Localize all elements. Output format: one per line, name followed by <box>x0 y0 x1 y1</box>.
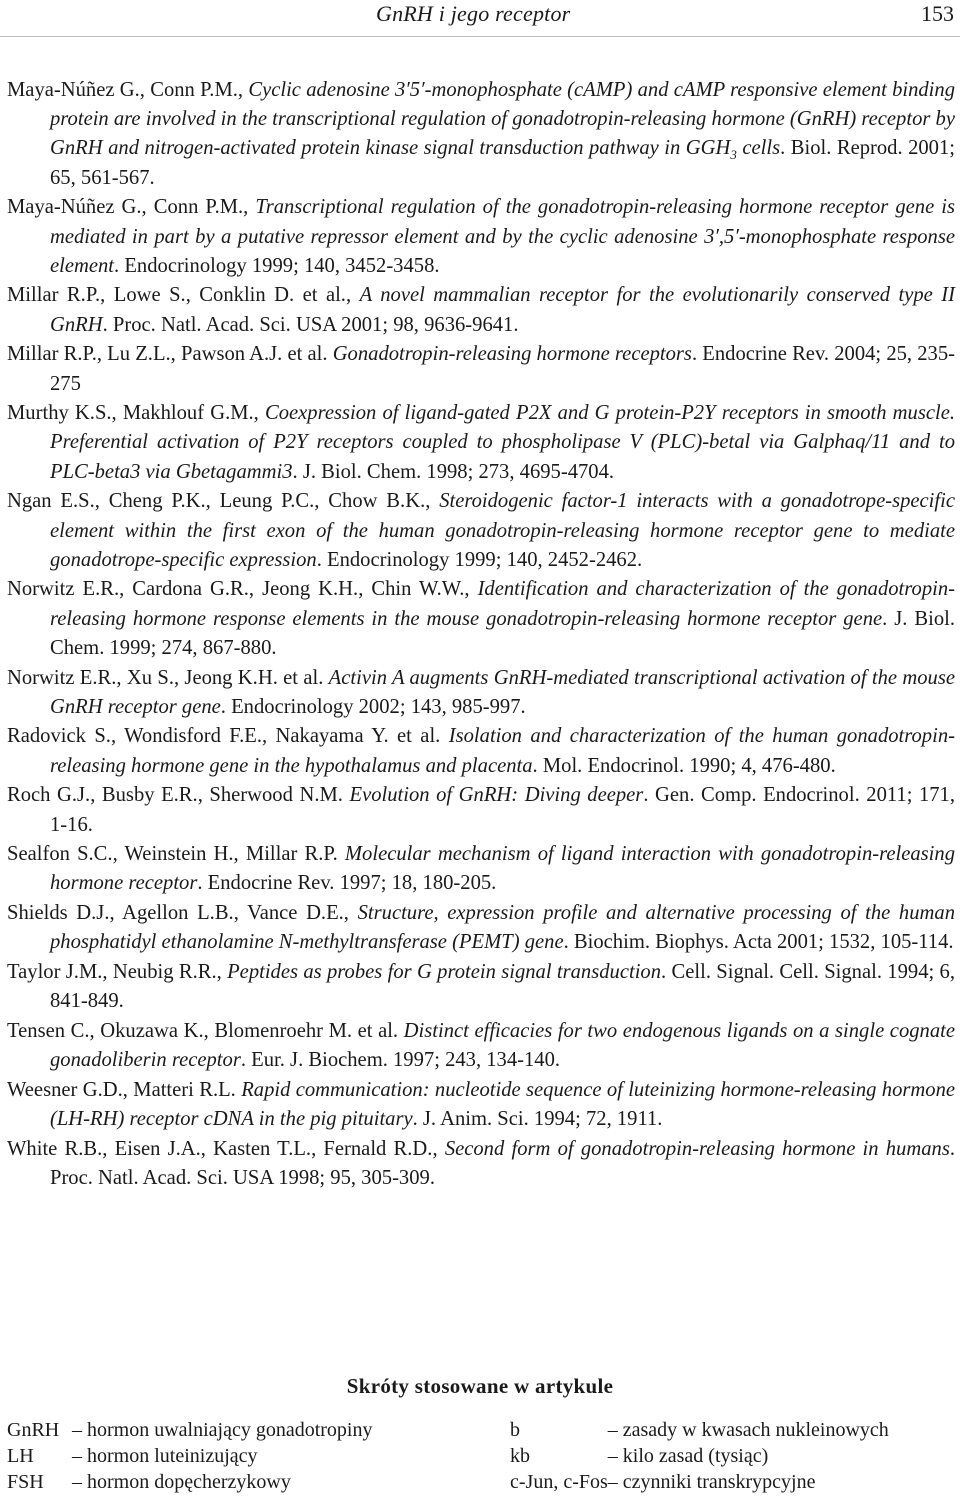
reference-entry <box>7 840 955 898</box>
reference-source: . Endocrinology 1999; 140, 2452-2462. <box>316 548 643 571</box>
abbreviation-term: b <box>510 1419 520 1441</box>
reference-title: Evolution of GnRH: Diving deeper <box>349 784 644 807</box>
reference-source: . J. Anim. Sci. 1994; 72, 1911. <box>412 1108 663 1131</box>
reference-list <box>7 76 955 1194</box>
reference-title: Transcriptional regulation of the gonadotropin-releasing hormone receptor gene is mediated in part by a putative repressor element and by the cyclic adenosine 3′,5′-monophosphate response element <box>50 196 955 277</box>
running-header <box>0 0 960 32</box>
reference-entry <box>7 281 955 339</box>
reference-authors: Norwitz E.R., Xu S., Jeong K.H. et al. <box>7 666 329 689</box>
reference-source: . Endocrinology 2002; 143, 985-997. <box>220 695 526 718</box>
reference-authors: Millar R.P., Lowe S., Conklin D. et al., <box>7 284 360 307</box>
reference-title: Activin A augments GnRH-mediated transcriptional activation of the mouse GnRH receptor gene <box>50 666 955 718</box>
reference-authors: White R.B., Eisen J.A., Kasten T.L., Fernald R.D., <box>7 1137 445 1160</box>
reference-authors: Maya-Núñez G., Conn P.M., <box>7 196 256 219</box>
reference-entry <box>7 193 955 281</box>
running-title: GnRH i jego receptor <box>376 1 571 26</box>
reference-title: Gonadotropin-releasing hormone receptors <box>332 343 692 366</box>
abbreviation-row <box>7 1419 955 1445</box>
reference-title: Molecular mechanism of ligand interaction with gonadotropin-releasing hormone receptor <box>50 843 955 895</box>
reference-authors: Shields D.J., Agellon L.B., Vance D.E., <box>7 902 358 925</box>
reference-title: Identification and characterization of the gonadotropin-releasing hormone response elements in the mouse gonadotropin-releasing hormone receptor gene <box>50 578 955 630</box>
reference-source: . Endocrinology 1999; 140, 3452-3458. <box>114 254 440 277</box>
abbreviation-definition: – hormon uwalniający gonadotropiny <box>72 1419 373 1441</box>
reference-entry <box>7 575 955 663</box>
reference-authors: Ngan E.S., Cheng P.K., Leung P.C., Chow B.K., <box>7 490 440 513</box>
reference-authors: Murthy K.S., Makhlouf G.M., <box>7 402 265 425</box>
reference-entry <box>7 76 955 193</box>
reference-source: . Endocrine Rev. 1997; 18, 180-205. <box>197 872 497 895</box>
reference-authors: Norwitz E.R., Cardona G.R., Jeong K.H., Chin W.W., <box>7 578 478 601</box>
reference-entry <box>7 664 955 722</box>
reference-authors: Tensen C., Okuzawa K., Blomenroehr M. et al. <box>7 1020 404 1042</box>
reference-title-suffix: cells <box>736 137 781 160</box>
abbreviation-definition: – czynniki transkrypcyjne <box>607 1471 816 1493</box>
reference-authors: Taylor J.M., Neubig R.R., <box>7 961 228 984</box>
reference-title: Second form of gonadotropin-releasing hormone in humans <box>444 1137 950 1160</box>
reference-title: Isolation and characterization of the human gonadotropin-releasing hormone gene in the hypothalamus and placenta <box>50 725 955 777</box>
abbreviation-definition: – hormon luteinizujący <box>72 1445 258 1467</box>
abbreviation-term: kb <box>510 1445 530 1467</box>
reference-authors: Millar R.P., Lu Z.L., Pawson A.J. et al. <box>7 343 333 366</box>
abbreviation-row <box>7 1471 955 1497</box>
abbreviation-term: GnRH <box>7 1419 60 1441</box>
reference-source: . Mol. Endocrinol. 1990; 4, 476-480. <box>532 754 836 777</box>
reference-entry <box>7 958 955 1016</box>
reference-source: . Biol. Reprod. 2001; 65, 561-567. <box>50 137 955 189</box>
abbreviation-term: FSH <box>7 1471 44 1493</box>
abbreviation-term: LH <box>7 1445 34 1467</box>
reference-source: . J. Biol. Chem. 1999; 274, 867-880. <box>50 607 955 659</box>
reference-entry <box>7 722 955 780</box>
abbreviations-title: Skróty stosowane w artykule <box>346 1374 614 1398</box>
reference-title: Steroidogenic factor-1 interacts with a gonadotrope-specific element within the first exon of the human gonadotropin-releasing hormone receptor gene to mediate gonadotrope-specific expression <box>50 490 955 571</box>
page-number: 153 <box>921 1 954 26</box>
reference-source: . Biochim. Biophys. Acta 2001; 1532, 105-114. <box>563 931 954 954</box>
reference-source: . Eur. J. Biochem. 1997; 243, 134-140. <box>240 1049 561 1072</box>
reference-entry <box>7 1135 955 1193</box>
reference-title: Rapid communication: nucleotide sequence of luteinizing hormone-releasing hormone (LH-RH) receptor cDNA in the pig pituitary <box>50 1078 956 1131</box>
reference-entry <box>7 399 955 487</box>
abbreviation-definition: – hormon dopęcherzykowy <box>72 1471 291 1493</box>
reference-title: Distinct efficacies for two endogenous ligands on a single cognate gonadoliberin receptor <box>50 1020 955 1072</box>
abbreviation-row <box>7 1445 955 1471</box>
reference-authors: Radovick S., Wondisford F.E., Nakayama Y. et al. <box>7 725 449 748</box>
reference-title: Peptides as probes for G protein signal transduction <box>227 961 662 984</box>
reference-authors: Weesner G.D., Matteri R.L. <box>7 1078 242 1101</box>
reference-title: Cyclic adenosine 3′5′-monophosphate (cAMP) and cAMP responsive element binding protein are involved in the transcriptional regulation of gonadotropin-releasing hormone (GnRH) receptor by GnRH and nitrogen-activated protein kinase signal transduction pathway in GGH <box>50 79 955 160</box>
reference-source: . Endocrine Rev. 2004; 25, 235-275 <box>50 343 955 395</box>
reference-source: . Gen. Comp. Endocrinol. 2011; 171, 1-16. <box>50 784 956 836</box>
reference-entry <box>7 340 955 398</box>
abbreviation-definition: – kilo zasad (tysiąc) <box>607 1445 769 1467</box>
reference-title: Coexpression of ligand-gated P2X and G protein-P2Y receptors in smooth muscle. Preferential activation of P2Y receptors coupled to phospholipase V (PLC)-betal via Galphaq/11 and to PLC-beta3 via Gbetagammi3 <box>50 402 955 483</box>
reference-entry <box>7 1017 955 1075</box>
reference-entry <box>7 781 955 839</box>
reference-authors: Maya-Núñez G., Conn P.M., <box>7 79 249 101</box>
reference-title-subscript: 3 <box>730 147 737 163</box>
reference-authors: Roch G.J., Busby E.R., Sherwood N.M. <box>7 784 350 807</box>
header-divider <box>0 36 960 37</box>
reference-source: . J. Biol. Chem. 1998; 273, 4695-4704. <box>292 460 615 483</box>
reference-title: Structure, expression profile and alternative processing of the human phosphatidyl ethanolamine N-methyltransferase (PEMT) gene <box>50 902 955 954</box>
abbreviation-term: c-Jun, c-Fos <box>510 1471 608 1493</box>
reference-source: . Cell. Signal. Cell. Signal. 1994; 6, 841-849. <box>50 961 955 1013</box>
reference-source: . Proc. Natl. Acad. Sci. USA 2001; 98, 9636-9641. <box>102 313 519 336</box>
abbreviations-table <box>7 1419 955 1497</box>
reference-entry <box>7 899 955 957</box>
abbreviation-definition: – zasady w kwasach nukleinowych <box>607 1419 889 1441</box>
reference-title: A novel mammalian receptor for the evolutionarily conserved type II GnRH <box>50 284 956 336</box>
reference-entry <box>7 1076 955 1134</box>
reference-source: . Proc. Natl. Acad. Sci. USA 1998; 95, 305-309. <box>50 1137 955 1190</box>
reference-authors: Sealfon S.C., Weinstein H., Millar R.P. <box>7 843 345 866</box>
reference-entry <box>7 487 955 575</box>
